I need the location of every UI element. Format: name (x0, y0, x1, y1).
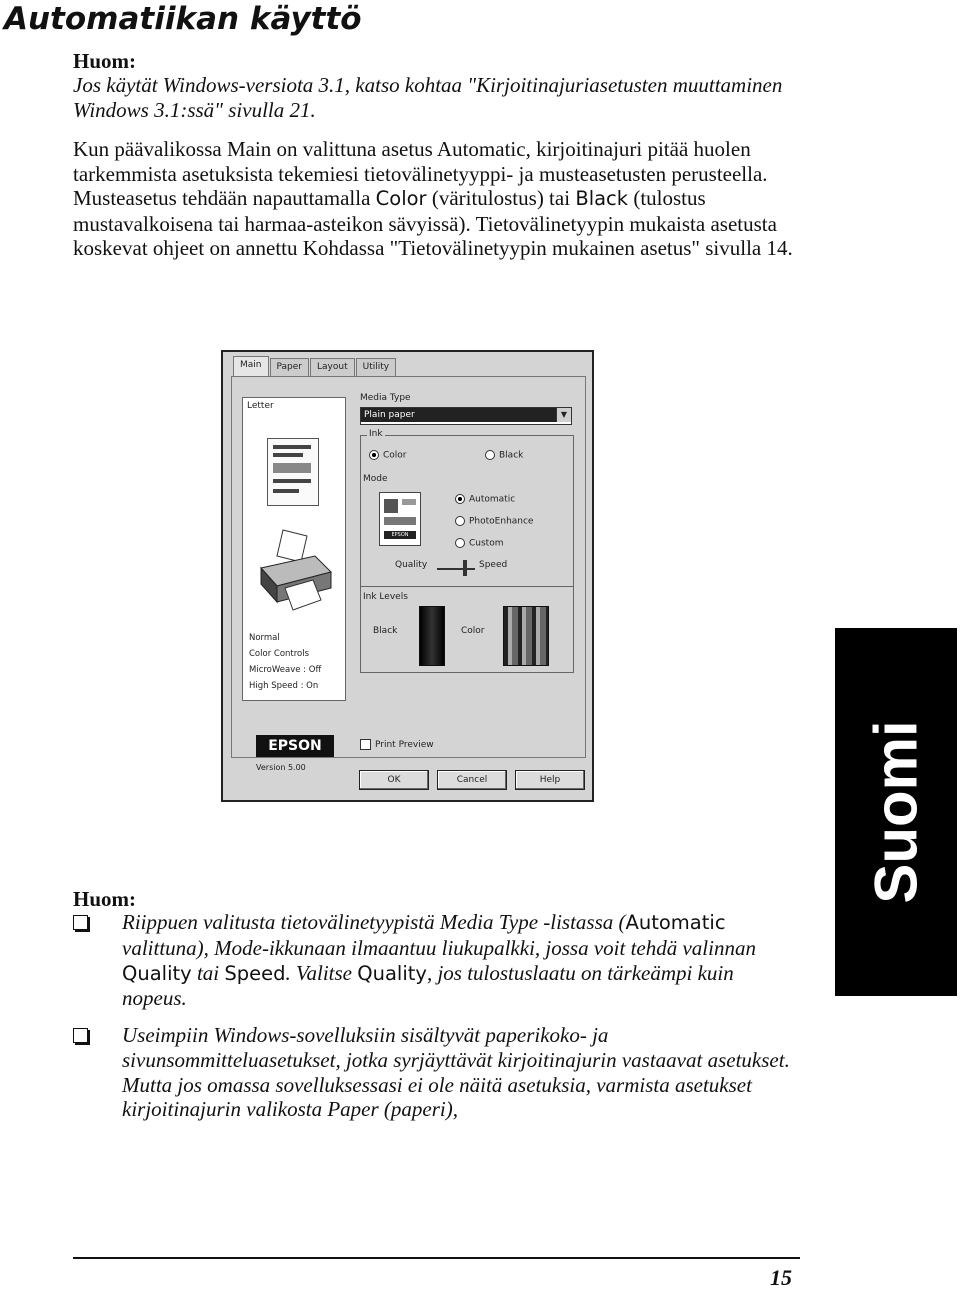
bullet-checkbox-icon (73, 1028, 88, 1043)
bullet-2-text: Useimpiin Windows-sovelluksiin sisältyvät paperikoko- ja sivunsommitteluasetukset, jotka syrjäyttävät kirjoitinajurin vastaavat asetukset. Mutta jos omassa sovelluksessasi ei ole näitä asetuksia, varmista asetukset kirjoitinajurin valikosta Paper (paperi), (122, 1023, 790, 1122)
print-preview-checkbox[interactable] (360, 739, 434, 750)
media-type-value: Plain paper (361, 408, 557, 422)
main-panel (231, 376, 586, 772)
tab-paper[interactable]: Paper (270, 358, 310, 376)
footer-divider (73, 1257, 800, 1259)
tab-utility[interactable]: Utility (356, 358, 396, 376)
bullet-1-part4: . Valitse (285, 960, 358, 985)
automatic-word: Automatic (625, 911, 726, 934)
status-color-controls: Color Controls (249, 649, 310, 659)
speed-label: Speed (479, 560, 508, 570)
quality-word-2: Quality (357, 961, 427, 985)
mode-custom-radio[interactable] (455, 538, 503, 549)
print-preview-label: Print Preview (375, 740, 434, 750)
tab-main[interactable]: Main (233, 356, 269, 376)
mode-photoenhance-label: PhotoEnhance (469, 516, 534, 527)
status-normal: Normal (249, 633, 280, 643)
mode-preview-brand: EPSON (384, 531, 416, 539)
status-list (249, 630, 321, 694)
mode-preview-icon (379, 492, 421, 546)
paper-size-label: Letter (247, 401, 274, 411)
note-bullet-2 (73, 1023, 798, 1153)
bullet-1-text (122, 910, 802, 1011)
printer-driver-dialog (221, 350, 594, 802)
ok-button[interactable]: OK (359, 770, 429, 790)
mode-automatic-radio[interactable] (455, 494, 515, 505)
ink-levels-black-label: Black (373, 626, 398, 636)
slider-handle[interactable] (463, 560, 467, 576)
divider (361, 586, 573, 587)
media-type-select[interactable] (360, 407, 572, 425)
ink-color-radio[interactable] (369, 450, 407, 461)
quality-label: Quality (395, 560, 428, 570)
status-high-speed: High Speed : On (249, 681, 319, 691)
quality-speed-slider[interactable] (437, 568, 475, 570)
mode-photoenhance-radio[interactable] (455, 516, 533, 527)
chevron-down-icon[interactable]: ▼ (556, 408, 571, 422)
color-word: Color (375, 187, 427, 211)
dialog-tabs (233, 358, 397, 376)
bullet-1-part1: Riippuen valitusta tietovälinetyypistä Media Type -listassa ( (122, 910, 626, 934)
epson-logo: EPSON (256, 735, 334, 757)
language-tab (835, 628, 957, 996)
main-text-2: (väritulostus) tai (426, 186, 576, 211)
main-text-3: (tulostus mustavalkoisena tai harmaa-asteikon sävyissä). Tietovälinetyypin mukaista asetusta koskevat ohjeet on annettu Kohdassa "Tietovälinetyypin mukainen asetus" sivulla 14. (73, 186, 793, 261)
black-word: Black (575, 187, 629, 211)
mode-automatic-label: Automatic (469, 494, 516, 505)
mode-group-label: Mode (363, 474, 388, 484)
page-preview-icon (267, 438, 319, 506)
note2-title: Huom: (73, 887, 136, 911)
version-label: Version 5.00 (256, 763, 306, 772)
note-text: Jos käytät Windows-versiota 3.1, katso kohtaa "Kirjoitinajuriasetusten muuttaminen Windows 3.1:ssä" sivulla 21. (73, 73, 783, 122)
settings-group (360, 429, 574, 673)
cancel-button[interactable]: Cancel (437, 770, 507, 790)
printer-icon (255, 528, 335, 618)
bullet-checkbox-icon (73, 915, 88, 930)
main-paragraph (73, 137, 793, 261)
ink-levels-color-label: Color (461, 626, 485, 636)
bullet-1-part5: , jos tulostuslaatu on tärkeämpi kuin nopeus. (122, 960, 734, 1011)
ink-black-label: Black (499, 450, 524, 461)
speed-word: Speed (224, 961, 286, 985)
help-button[interactable]: Help (515, 770, 585, 790)
preview-column (242, 397, 346, 701)
bullet-1-part3: tai (191, 960, 225, 985)
note-bullet-1 (73, 910, 798, 1010)
language-tab-label: Suomi (862, 720, 930, 904)
status-microweave: MicroWeave : Off (249, 665, 322, 675)
black-ink-bar (419, 606, 445, 666)
color-ink-bar (503, 606, 549, 666)
main-text-1: Kun päävalikossa Main on valittuna asetus Automatic, kirjoitinajuri pitää huolen tarkemmista asetuksista tekemiesi tietovälinetyyppi- ja musteasetusten perusteella. Musteasetus tehdään napauttamalla (73, 137, 768, 211)
tab-layout[interactable]: Layout (310, 358, 355, 376)
page-number: 15 (770, 1265, 792, 1290)
note-title: Huom: (73, 49, 136, 73)
ink-levels-label: Ink Levels (363, 592, 408, 602)
ink-group-label: Ink (369, 429, 383, 439)
ink-color-label: Color (383, 450, 407, 461)
page-heading: Automatiikan käyttö (4, 1, 362, 37)
media-type-label: Media Type (360, 393, 411, 403)
quality-word: Quality (122, 961, 192, 985)
bullet-1-part2: valittuna), Mode-ikkunaan ilmaantuu liukupalkki, jossa voit tehdä valinnan (122, 935, 756, 960)
mode-custom-label: Custom (469, 538, 504, 549)
ink-black-radio[interactable] (485, 450, 523, 461)
